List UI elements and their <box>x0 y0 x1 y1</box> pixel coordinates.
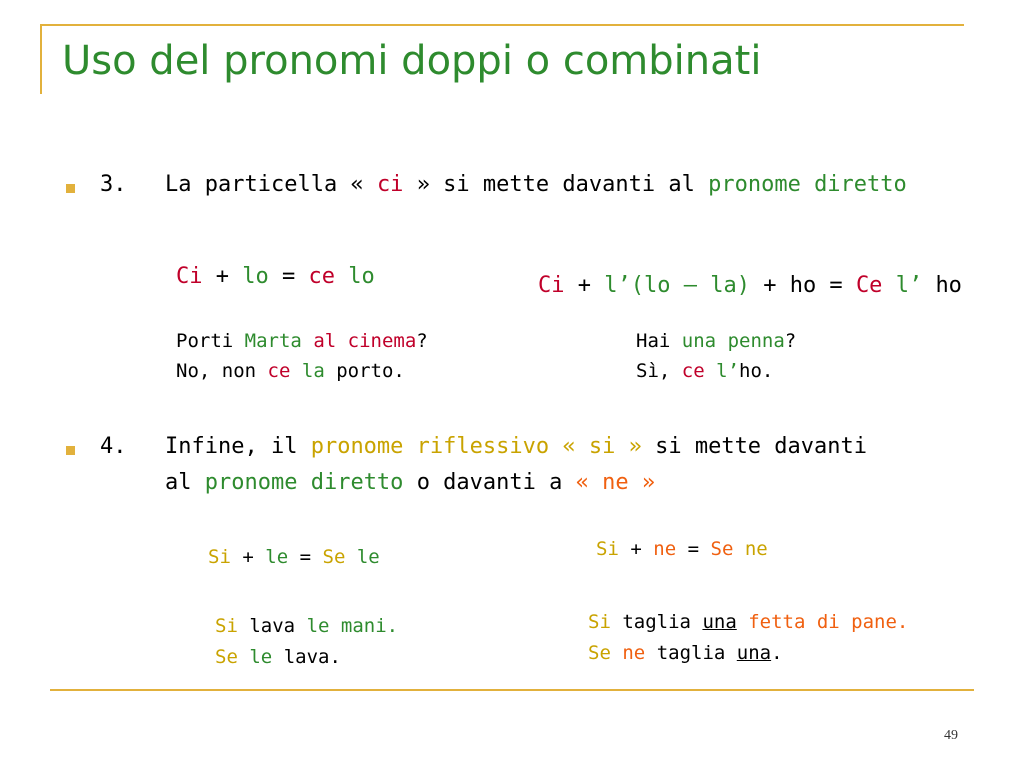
item4-line1: Infine, il pronome riflessivo « si » si mette davanti <box>165 434 868 459</box>
formula-si-le: Si + le = Se le <box>208 546 380 568</box>
frame-top-line <box>40 24 964 26</box>
item4-number: 4. <box>100 434 127 459</box>
example4-line1: Si taglia una fetta di pane. <box>588 611 909 633</box>
frame-left-line <box>40 24 42 94</box>
frame-bottom-line <box>50 689 974 691</box>
formula-ci-l-ho: Ci + l’(lo – la) + ho = Ce l’ ho <box>538 273 962 298</box>
formula-si-ne: Si + ne = Se ne <box>596 538 768 560</box>
example3-line2: Se le lava. <box>215 646 341 668</box>
bullet-icon <box>66 446 75 455</box>
example3-line1: Si lava le mani. <box>215 615 399 637</box>
item3-number: 3. <box>100 172 127 197</box>
formula-ci-lo: Ci + lo = ce lo <box>176 264 375 289</box>
item3-text: La particella « ci » si mette davanti al pronome diretto <box>165 172 907 197</box>
example4-line2: Se ne taglia una. <box>588 642 783 664</box>
slide-title: Uso del pronomi doppi o combinati <box>62 38 762 84</box>
example2-line2: Sì, ce l’ho. <box>636 360 774 382</box>
example1-line2: No, non ce la porto. <box>176 360 405 382</box>
bullet-icon <box>66 184 75 193</box>
example2-line1: Hai una penna? <box>636 330 797 352</box>
item4-line2: al pronome diretto o davanti a « ne » <box>165 470 656 495</box>
example1-line1: Porti Marta al cinema? <box>176 330 428 352</box>
page-number: 49 <box>944 728 958 743</box>
